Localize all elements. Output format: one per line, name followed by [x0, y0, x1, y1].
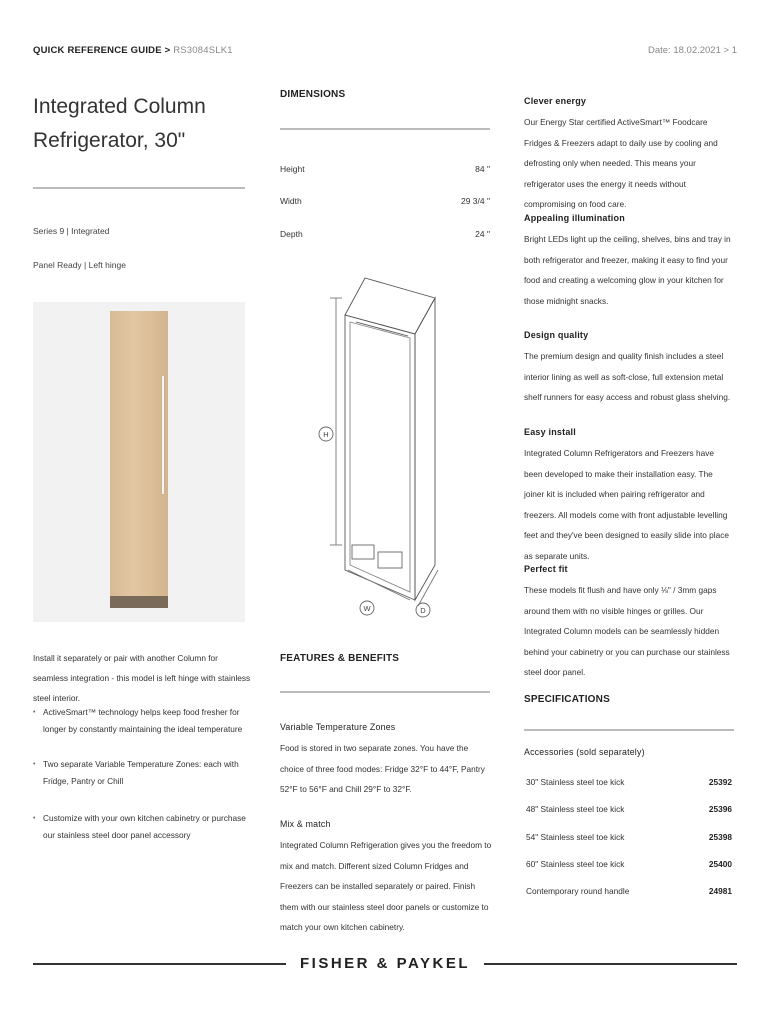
dimension-label: Height [280, 164, 305, 174]
title-divider [33, 187, 245, 189]
dimension-value: 84 " [475, 164, 490, 174]
benefit-title: Design quality [524, 330, 589, 340]
feature-bullet: • Two separate Variable Temperature Zones: each with Fridge, Pantry or Chill [33, 756, 248, 790]
door-handle [162, 376, 164, 494]
spec-label: 60" Stainless steel toe kick [526, 859, 625, 869]
feature-title: Variable Temperature Zones [280, 722, 396, 732]
title-line-1: Integrated Column [33, 95, 206, 118]
feature-title: Mix & match [280, 819, 331, 829]
benefit-title: Easy install [524, 427, 576, 437]
dimension-height [280, 164, 490, 174]
refrigerator-panel [110, 311, 168, 608]
specifications-divider [524, 729, 734, 731]
benefit-text: Our Energy Star certified ActiveSmart™ Foodcare Fridges & Freezers adapt to daily use by cooling and defrosting only when needed. This means your refrigerator uses the energy it needs without compromising on food care. [524, 117, 718, 209]
breadcrumb [33, 45, 233, 56]
dimension-label: Depth [280, 229, 303, 239]
benefit-text: These models fit flush and have only ⅛" / 3mm gaps around them with no visible hinges or grilles. Our Integrated Column models can be seamlessly hidden behind your cabinetry or you can purchase our stainless steel door panel. [524, 585, 730, 677]
feature-bullet: • ActiveSmart™ technology helps keep food fresher for longer by constantly maintaining the ideal temperature [33, 704, 248, 738]
toe-kick [110, 596, 168, 608]
benefit-text: Bright LEDs light up the ceiling, shelves, bins and tray in both refrigerator and freezer, making it easy to find your food and creating a welcoming glow in your kitchen for those midnight snacks. [524, 234, 731, 306]
spec-code: 25400 [708, 859, 732, 869]
feature-text: Food is stored in two separate zones. You have the choice of three food modes: Fridge 32°F to 44°F, Pantry 52°F to 56°F and Chill 29°F to 32°F. [280, 743, 485, 794]
spec-code: 25392 [708, 777, 732, 787]
depth-marker: D [420, 606, 426, 615]
dimension-depth [280, 229, 490, 239]
product-intro: Install it separately or pair with another Column for seamless integration - this model is left hinge with stainless steel interior. [33, 653, 251, 703]
spec-code: 25396 [708, 804, 732, 814]
spec-row [526, 832, 732, 842]
spec-code: 24981 [708, 886, 732, 896]
width-marker: W [363, 604, 371, 613]
accessories-subheading: Accessories (sold separately) [524, 747, 645, 757]
benefit-title: Perfect fit [524, 564, 568, 574]
features-heading: FEATURES & BENEFITS [280, 653, 400, 664]
brand-name: FISHER & PAYKEL [286, 955, 484, 972]
model-number: RS3084SLK1 [173, 45, 233, 56]
spec-label: 48" Stainless steel toe kick [526, 804, 625, 814]
spec-row [526, 804, 732, 814]
benefit-title: Clever energy [524, 96, 587, 106]
spec-row [526, 777, 732, 787]
benefit-title: Appealing illumination [524, 213, 625, 223]
page-title [33, 90, 248, 158]
dimension-value: 24 " [475, 229, 490, 239]
guide-label: QUICK REFERENCE GUIDE > [33, 45, 171, 56]
dimensions-divider [280, 128, 490, 130]
spec-code: 25398 [708, 832, 732, 842]
height-marker: H [323, 430, 329, 439]
dimensions-heading: DIMENSIONS [280, 89, 346, 100]
dimension-width [280, 196, 490, 206]
series-info: Series 9 | Integrated [33, 226, 110, 236]
dimension-diagram [300, 270, 470, 620]
spec-row [526, 886, 732, 896]
feature-text: Integrated Column Refrigeration gives you the freedom to mix and match. Different sized Column Fridges and Freezers can be installed separately or paired. Finish them with our stainless steel door panels or customize to match your own kitchen cabinetry. [280, 840, 492, 932]
page-date: Date: 18.02.2021 > 1 [647, 45, 737, 56]
brand-logo [0, 955, 770, 972]
title-line-2: Refrigerator, 30" [33, 129, 186, 152]
feature-bullet: • Customize with your own kitchen cabinetry or purchase our stainless steel door panel accessory [33, 810, 248, 844]
spec-row [526, 859, 732, 869]
spec-label: Contemporary round handle [526, 886, 630, 896]
features-divider [280, 691, 490, 693]
panel-info: Panel Ready | Left hinge [33, 260, 126, 270]
specifications-heading: SPECIFICATIONS [524, 694, 610, 705]
dimension-value: 29 3/4 " [460, 196, 490, 206]
benefit-text: Integrated Column Refrigerators and Freezers have been developed to make their installation easy. The joiner kit is included when pairing refrigerator and freezers. All models come with front adjustable levelling feet and they've been designed to easily slide into place as separate units. [524, 448, 729, 561]
spec-label: 54" Stainless steel toe kick [526, 832, 625, 842]
benefit-text: The premium design and quality finish includes a steel interior lining as well as soft-close, full extension metal shelf runners for easy access and robust glass shelving. [524, 351, 731, 402]
dimension-label: Width [280, 196, 302, 206]
spec-label: 30" Stainless steel toe kick [526, 777, 625, 787]
